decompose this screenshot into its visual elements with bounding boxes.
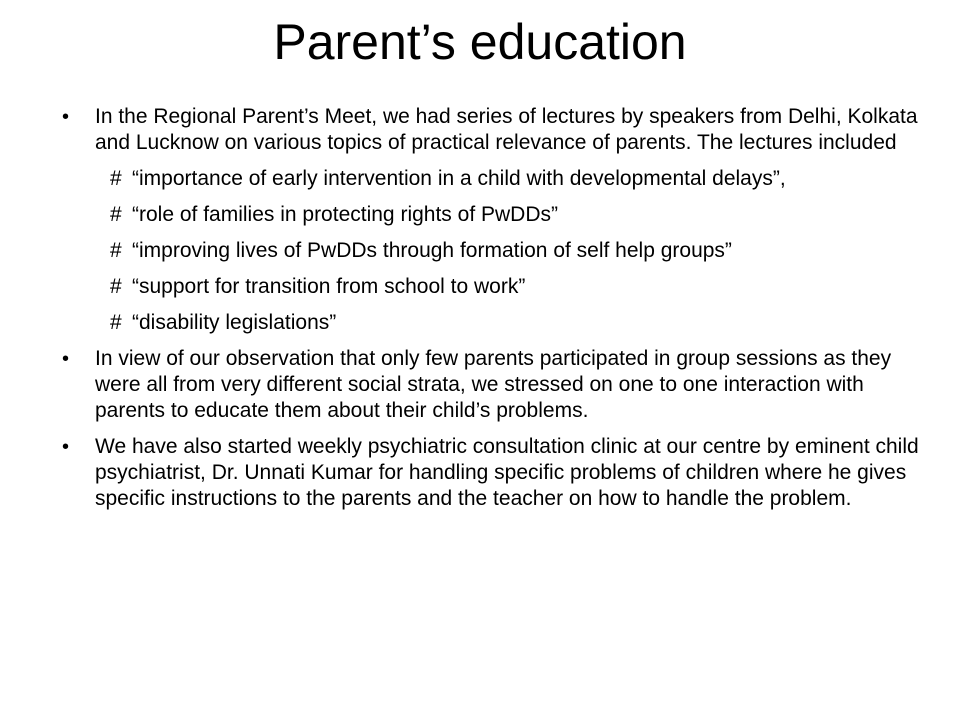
hash-marker: # <box>110 203 122 226</box>
lecture-title: “support for transition from school to work” <box>132 275 526 298</box>
lecture-item <box>58 274 938 300</box>
lecture-item <box>58 202 938 228</box>
bullet-icon: • <box>62 436 70 458</box>
slide-title: Parent’s education <box>273 14 687 70</box>
lecture-list <box>58 166 938 336</box>
lecture-title: “role of families in protecting rights of PwDDs” <box>132 203 558 226</box>
hash-marker: # <box>110 311 122 334</box>
lecture-title: “importance of early intervention in a child with developmental delays”, <box>132 167 786 190</box>
bullet-item-psychiatric-clinic <box>58 434 938 512</box>
bullet-icon: • <box>62 106 70 128</box>
bullet-icon: • <box>62 348 70 370</box>
lecture-title: “improving lives of PwDDs through formation of self help groups” <box>132 239 732 262</box>
bullet-text: We have also started weekly psychiatric consultation clinic at our centre by eminent child psychiatrist, Dr. Unnati Kumar for handling specific problems of children where he gives specific instructions to the parents and the teacher on how to handle the problem. <box>95 435 919 510</box>
lecture-item <box>58 238 938 264</box>
lecture-item <box>58 166 938 192</box>
hash-marker: # <box>110 167 122 190</box>
lecture-title: “disability legislations” <box>132 311 337 334</box>
hash-marker: # <box>110 275 122 298</box>
bullet-text: In view of our observation that only few parents participated in group sessions as they were all from very different social strata, we stressed on one to one interaction with parents to educate them about their child’s problems. <box>95 347 892 422</box>
hash-marker: # <box>110 239 122 262</box>
slide-body <box>58 104 938 522</box>
bullet-item-regional-meet <box>58 104 938 156</box>
lecture-item <box>58 310 938 336</box>
bullet-text: In the Regional Parent’s Meet, we had series of lectures by speakers from Delhi, Kolkata and Lucknow on various topics of practical relevance of parents. The lectures included <box>95 105 918 154</box>
bullet-item-one-to-one <box>58 346 938 424</box>
